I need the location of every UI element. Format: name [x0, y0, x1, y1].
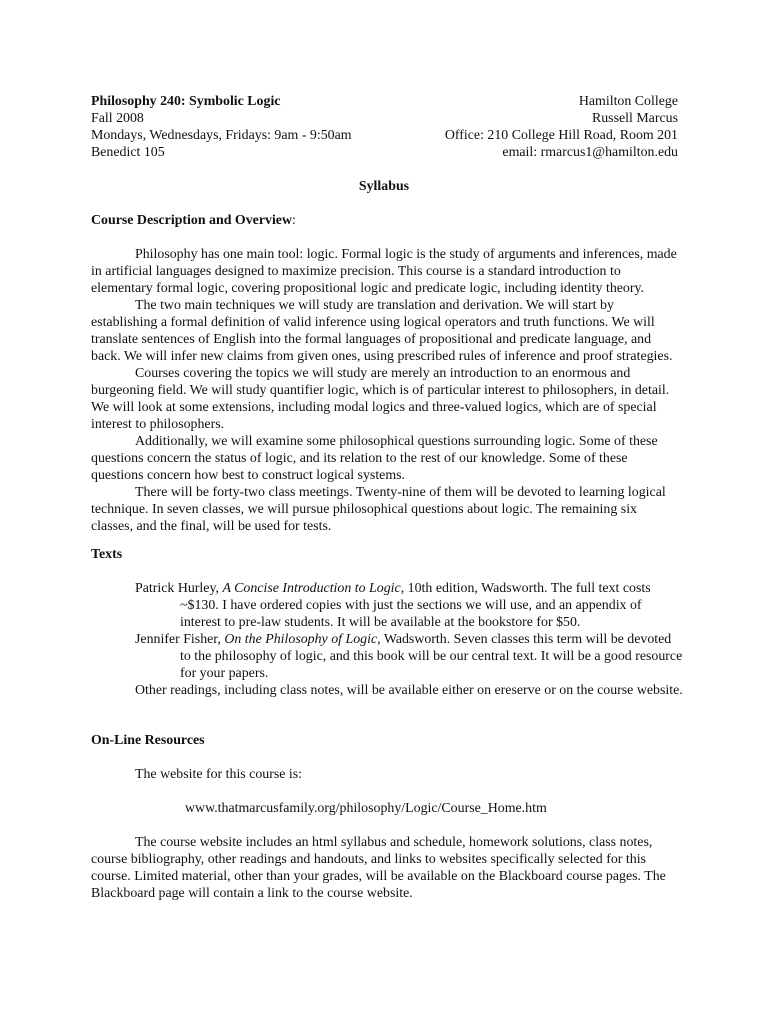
text-item	[135, 631, 683, 682]
description-paragraph: Courses covering the topics we will study are merely an introduction to an enormous and burgeoning field. We will study quantifier logic, which is of particular interest to philosophers, in detail. We will look at some extensions, including modal logics and three-valued logics, which are of special interest to philosophers.	[91, 366, 670, 432]
description-paragraph: Philosophy has one main tool: logic. Formal logic is the study of arguments and inferences, made in artificial languages designed to maximize precision. This course is a standard introduction to elementary formal logic, covering propositional logic and predicate logic, including identity theory.	[91, 247, 677, 296]
instructor-email: email: rmarcus1@hamilton.edu	[502, 145, 678, 160]
course-title: Philosophy 240: Symbolic Logic	[91, 94, 281, 109]
office-location: Office: 210 College Hill Road, Room 201	[444, 128, 678, 143]
text-author: Jennifer Fisher,	[135, 632, 225, 647]
instructor-name: Russell Marcus	[591, 111, 678, 126]
online-resources-paragraph: The course website includes an html syllabus and schedule, homework solutions, class notes, course bibliography, other readings and handouts, and links to websites specifically selected for this course. Limited material, other than your grades, will be available on the Blackboard course pages. The Blackboard page will contain a link to the course website.	[91, 835, 666, 901]
course-description-body	[91, 246, 681, 535]
course-description-heading-colon: :	[292, 213, 296, 228]
description-paragraph: There will be forty-two class meetings. Twenty-nine of them will be devoted to learning logical technique. In seven classes, we will pursue philosophical questions about logic. The remaining six classes, and the final, will be used for tests.	[91, 485, 666, 534]
course-term: Fall 2008	[91, 111, 144, 126]
course-description-heading	[91, 212, 296, 229]
description-paragraph: Additionally, we will examine some philosophical questions surrounding logic. Some of these questions concern the status of logic, and its relation to the rest of our knowledge. Some of these questions concern how best to construct logical systems.	[91, 434, 658, 483]
institution: Hamilton College	[578, 94, 678, 109]
text-item	[135, 580, 683, 631]
course-room: Benedict 105	[91, 145, 165, 160]
text-author: Patrick Hurley,	[135, 581, 223, 596]
description-paragraph: The two main techniques we will study are translation and derivation. We will start by establishing a formal definition of valid inference using logical operators and truth functions. We will translate sentences of English into the formal languages of propositional and predicate language, and back. We will infer new claims from given ones, using prescribed rules of inference and proof strategies.	[91, 298, 673, 364]
text-title: A Concise Introduction to Logic	[222, 581, 401, 596]
course-schedule: Mondays, Wednesdays, Fridays: 9am - 9:50am	[91, 128, 352, 143]
online-resources-body	[91, 834, 681, 902]
course-description-heading-text: Course Description and Overview	[91, 213, 293, 228]
text-details: , Wadsworth. Seven classes this term will be devoted to the philosophy of logic, and this book will be our central text. It will be a good resource for your papers.	[180, 632, 683, 681]
text-item	[135, 682, 683, 699]
text-details: , 10th edition, Wadsworth. The full text costs ~$130. I have ordered copies with just the sections we will use, and an appendix of interest to pre-law students. It will be available at the bookstore for $50.	[180, 581, 651, 630]
document-title: Syllabus	[358, 179, 410, 194]
website-intro: The website for this course is:	[135, 767, 303, 782]
course-website-url: www.thatmarcusfamily.org/philosophy/Logic/Course_Home.htm	[185, 801, 547, 816]
texts-list	[135, 580, 683, 699]
texts-heading: Texts	[91, 547, 123, 562]
text-title: On the Philosophy of Logic	[224, 632, 378, 647]
instructor-info-block	[445, 93, 678, 161]
course-info-block	[91, 93, 352, 161]
text-details: Other readings, including class notes, will be available either on ereserve or on the course website.	[135, 683, 683, 698]
online-resources-heading: On-Line Resources	[91, 733, 205, 748]
